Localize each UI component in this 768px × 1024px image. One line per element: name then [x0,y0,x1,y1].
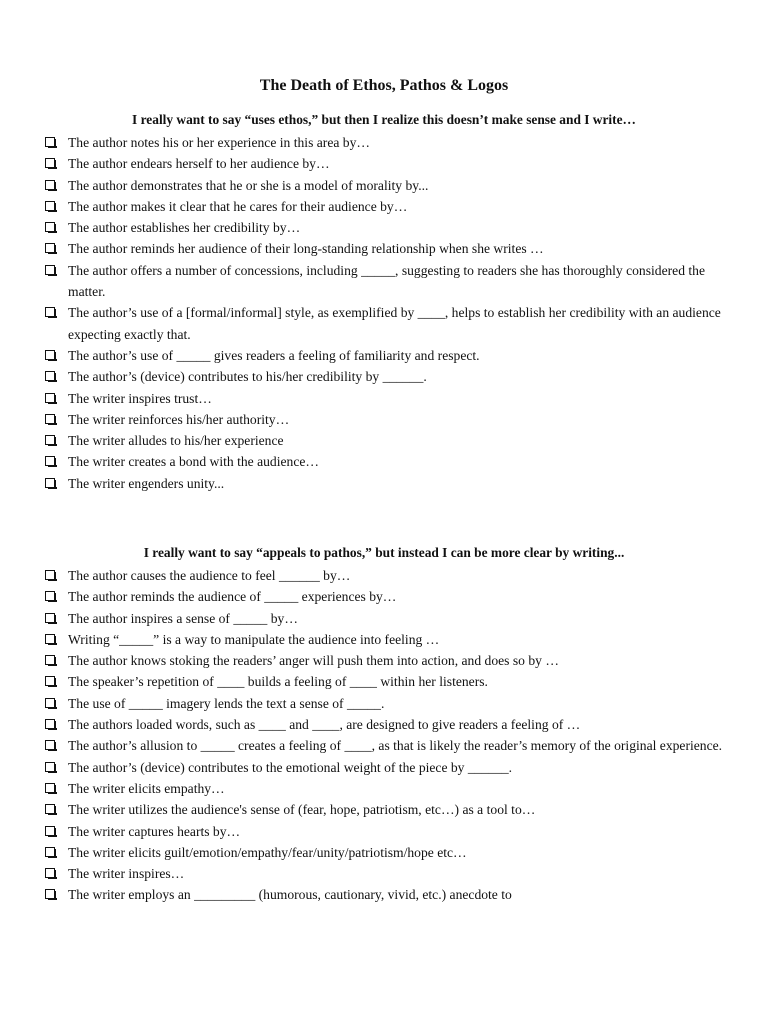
checklist-item [44,714,734,735]
checklist-item-text: The author establishes her credibility by… [68,220,301,236]
checkbox-icon[interactable] [45,350,55,360]
checklist-item [44,409,734,430]
checklist-item-text: The author causes the audience to feel ______ by… [68,568,351,583]
checklist-item [44,260,734,303]
checklist-item-text: The writer captures hearts by… [68,823,241,839]
checklist-item-text: The writer elicits empathy… [68,780,225,796]
checkbox-icon[interactable] [45,634,55,644]
checkbox-icon[interactable] [45,393,55,403]
checklist-item [44,451,734,472]
checklist-item-text: The authors loaded words, such as ____ and ____, are designed to give readers a feeling of … [68,717,581,733]
checklist-item [44,345,734,366]
checklist-item-text: The author makes it clear that he cares for their audience by… [68,198,408,214]
checklist-item [44,608,734,629]
checkbox-icon[interactable] [45,762,55,772]
checklist-item-text: The author’s (device) contributes to the emotional weight of the piece by ______. [68,759,513,775]
checklist-item [44,650,734,671]
checkbox-icon[interactable] [45,158,55,168]
checklist-item-text: The author’s allusion to _____ creates a feeling of ____, as that is likely the reader’s memory of the original experience. [68,738,723,754]
checklist-item-text: The author’s (device) contributes to his/her credibility by ______. [68,369,427,385]
checklist-item [44,735,734,756]
checklist-item [44,757,734,778]
checkbox-icon[interactable] [45,414,55,424]
checklist-item [44,693,734,714]
section-heading-ethos: I really want to say “uses ethos,” but then I realize this doesn’t make sense and I write… [132,112,636,127]
checklist-item [44,565,734,586]
pathos-checklist [44,565,734,906]
checklist-item [44,132,734,153]
checkbox-icon[interactable] [45,698,55,708]
checklist-item-text: The writer utilizes the audience's sense of (fear, hope, patriotism, etc…) as a tool to… [68,802,536,818]
checklist-item-text: The author endears herself to her audience by… [68,156,330,172]
checklist-item-text: The writer creates a bond with the audience… [68,454,319,470]
checklist-item-text: The author demonstrates that he or she is a model of morality by... [68,177,429,193]
checklist-item-text: The author knows stoking the readers’ anger will push them into action, and does so by … [68,653,559,669]
checklist-item [44,430,734,451]
checkbox-icon[interactable] [45,719,55,729]
checklist-item-text: The author inspires a sense of _____ by… [68,610,298,626]
checkbox-icon[interactable] [45,655,55,665]
checkbox-icon[interactable] [45,613,55,623]
checkbox-icon[interactable] [45,889,55,899]
checklist-item [44,629,734,650]
checklist-item-text: The writer reinforces his/her authority… [68,411,290,427]
checklist-item [44,586,734,607]
checkbox-icon[interactable] [45,265,55,275]
checklist-item-text: The author’s use of a [formal/informal] style, as exemplified by ____, helps to establish her credibility with an audience expecting exactly that. [68,305,721,342]
checkbox-icon[interactable] [45,456,55,466]
checklist-item-text: Writing “_____” is a way to manipulate the audience into feeling … [68,631,440,647]
checklist-item [44,671,734,692]
checkbox-icon[interactable] [45,201,55,211]
checklist-item-text: The writer alludes to his/her experience [68,433,284,449]
checkbox-icon[interactable] [45,180,55,190]
checklist-item-text: The writer engenders unity... [68,475,225,491]
checkbox-icon[interactable] [45,371,55,381]
checklist-item-text: The speaker’s repetition of ____ builds a feeling of ____ within her listeners. [68,674,488,690]
checklist-item [44,821,734,842]
checkbox-icon[interactable] [45,676,55,686]
checklist-item [44,153,734,174]
checklist-item [44,238,734,259]
checkbox-icon[interactable] [45,222,55,232]
checklist-item-text: The writer inspires trust… [68,390,212,406]
checklist-item-text: The author’s use of _____ gives readers a feeling of familiarity and respect. [68,347,480,363]
page-title: The Death of Ethos, Pathos & Logos [259,77,509,94]
checklist-item-text: The writer inspires… [68,866,185,882]
checkbox-icon[interactable] [45,740,55,750]
checklist-item [44,884,734,905]
checklist-item [44,473,734,494]
checkbox-icon[interactable] [45,826,55,836]
section-heading-pathos: I really want to say “appeals to pathos,” but instead I can be more clear by writing... [143,545,625,560]
checkbox-icon[interactable] [45,868,55,878]
ethos-checklist [44,132,734,494]
checkbox-icon[interactable] [45,137,55,147]
checklist-item [44,175,734,196]
checklist-item-text: The use of _____ imagery lends the text a sense of _____. [68,695,385,711]
checklist-item [44,778,734,799]
checkbox-icon[interactable] [45,307,55,317]
checklist-item [44,842,734,863]
checkbox-icon[interactable] [45,243,55,253]
checklist-item-text: The author reminds the audience of _____ experiences by… [68,589,397,605]
checklist-item [44,388,734,409]
checklist-item-text: The author reminds her audience of their long-standing relationship when she writes … [68,241,544,257]
checklist-item-text: The author offers a number of concessions, including _____, suggesting to readers she has thoroughly considered the matter. [68,262,705,300]
checkbox-icon[interactable] [45,478,55,488]
checkbox-icon[interactable] [45,783,55,793]
checklist-item [44,302,734,345]
checklist-item-text: The writer elicits guilt/emotion/empathy/fear/unity/patriotism/hope etc… [68,844,467,860]
checkbox-icon[interactable] [45,570,55,580]
checklist-item-text: The writer employs an _________ (humorous, cautionary, vivid, etc.) anecdote to [68,887,512,903]
checklist-item [44,799,734,820]
checklist-item-text: The author notes his or her experience in this area by… [68,135,370,150]
checkbox-icon[interactable] [45,847,55,857]
checklist-item [44,196,734,217]
checkbox-icon[interactable] [45,591,55,601]
checkbox-icon[interactable] [45,804,55,814]
checklist-item [44,366,734,387]
checklist-item [44,217,734,238]
checklist-item [44,863,734,884]
checkbox-icon[interactable] [45,435,55,445]
